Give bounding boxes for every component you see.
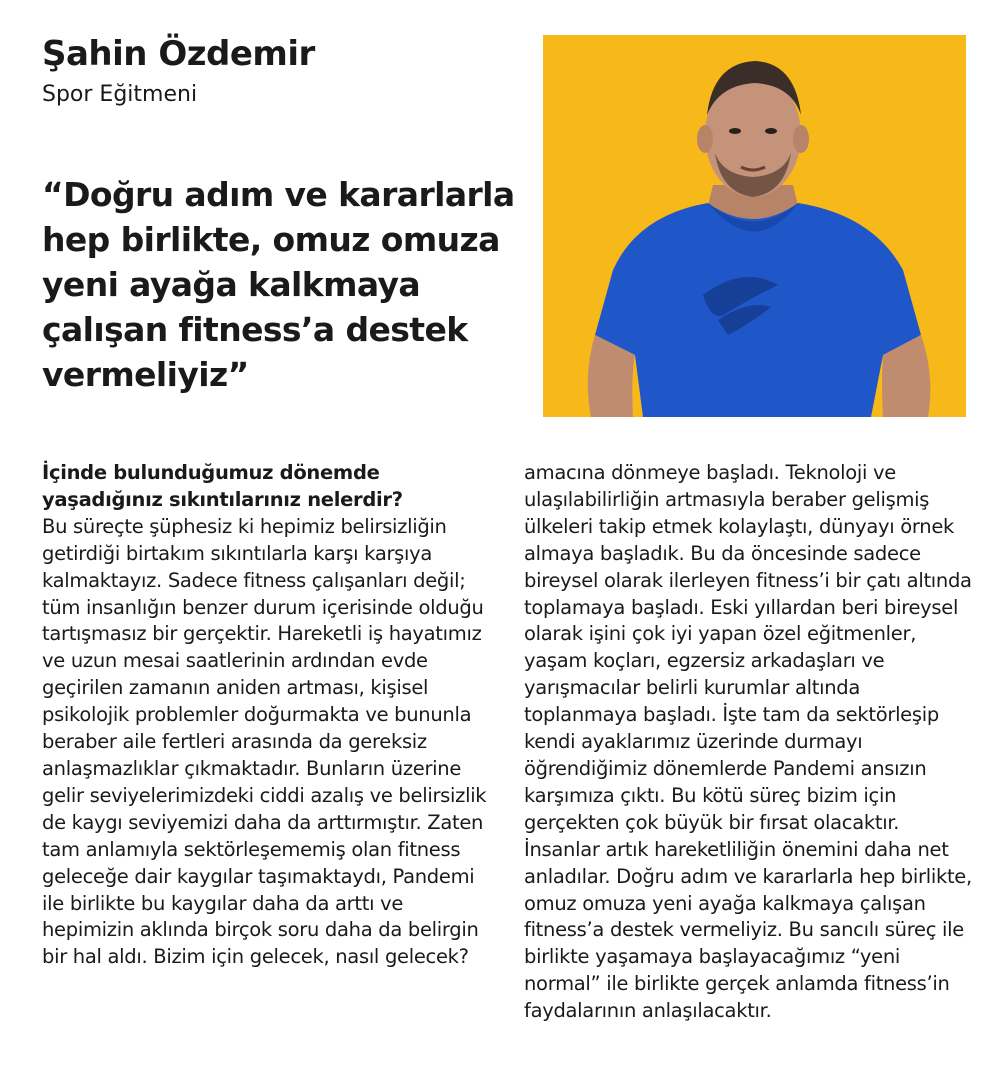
author-name: Şahin Özdemir: [42, 34, 315, 74]
article-left-column: [42, 460, 497, 971]
article-right-column: [524, 460, 974, 1025]
interview-question: İçinde bulunduğumuz dönemde yaşadığınız sıkıntılarınız nelerdir?: [42, 461, 403, 511]
author-photo: [543, 35, 966, 417]
author-title: Spor Eğitmeni: [42, 82, 198, 107]
portrait-illustration: [543, 35, 966, 417]
headline-quote: “Doğru adım ve kararlarla hep birlikte, omuz omuza yeni ayağa kalkmaya çalışan fitness’a destek vermeliyiz”: [42, 175, 515, 394]
answer-paragraph-right: amacına dönmeye başladı. Teknoloji ve ulaşılabilirliğin artmasıyla beraber gelişmiş ülkeleri takip etmek kolaylaştı, dünyayı örnek almaya başladık. Bu da öncesinde sadece bireysel olarak ilerleyen fitness’i bir çatı altında toplamaya başladı. Eski yıllardan beri bireysel olarak işini çok iyi yapan özel eğitmenler, yaşam koçları, egzersiz arkadaşları ve yarışmacılar belirli kurumlar altında toplanmaya başladı. İşte tam da sektörleşip kendi ayaklarımız üzerinde durmayı öğrendiğimiz dönemlerde Pandemi ansızın karşımıza çıktı. Bu kötü süreç bizim için gerçekten çok büyük bir fırsat olacaktır. İnsanlar artık hareketliliğin önemini daha net anladılar. Doğru adım ve kararlarla hep birlikte, omuz omuza yeni ayağa kalkmaya çalışan fitness’a destek vermeliyiz. Bu sancılı süreç ile birlikte yaşamaya başlayacağımız “yeni normal” ile birlikte gerçek anlamda fitness’in faydalarının anlaşılacaktır.: [524, 461, 972, 1023]
answer-paragraph-left: Bu süreçte şüphesiz ki hepimiz belirsizliğin getirdiği birtakım sıkıntılarla karşı karşıya kalmaktayız. Sadece fitness çalışanları değil; tüm insanlığın benzer durum içerisinde olduğu tartışmasız bir gerçektir. Hareketli iş hayatımız ve uzun mesai saatlerinin ardından evde geçirilen zamanın aniden artması, kişisel psikolojik problemler doğurmakta ve bununla beraber aile fertleri arasında da gereksiz anlaşmazlıklar çıkmaktadır. Bunların üzerine gelir seviyelerimizdeki ciddi azalış ve belirsizlik de kaygı seviyemizi daha da arttırmıştır. Zaten tam anlamıyla sektörleşememiş olan fitness geleceğe dair kaygılar taşımaktaydı, Pandemi ile birlikte bu kaygılar daha da arttı ve hepimizin aklında birçok soru daha da belirgin bir hal aldı. Bizim için gelecek, nasıl gelecek?: [42, 514, 487, 969]
